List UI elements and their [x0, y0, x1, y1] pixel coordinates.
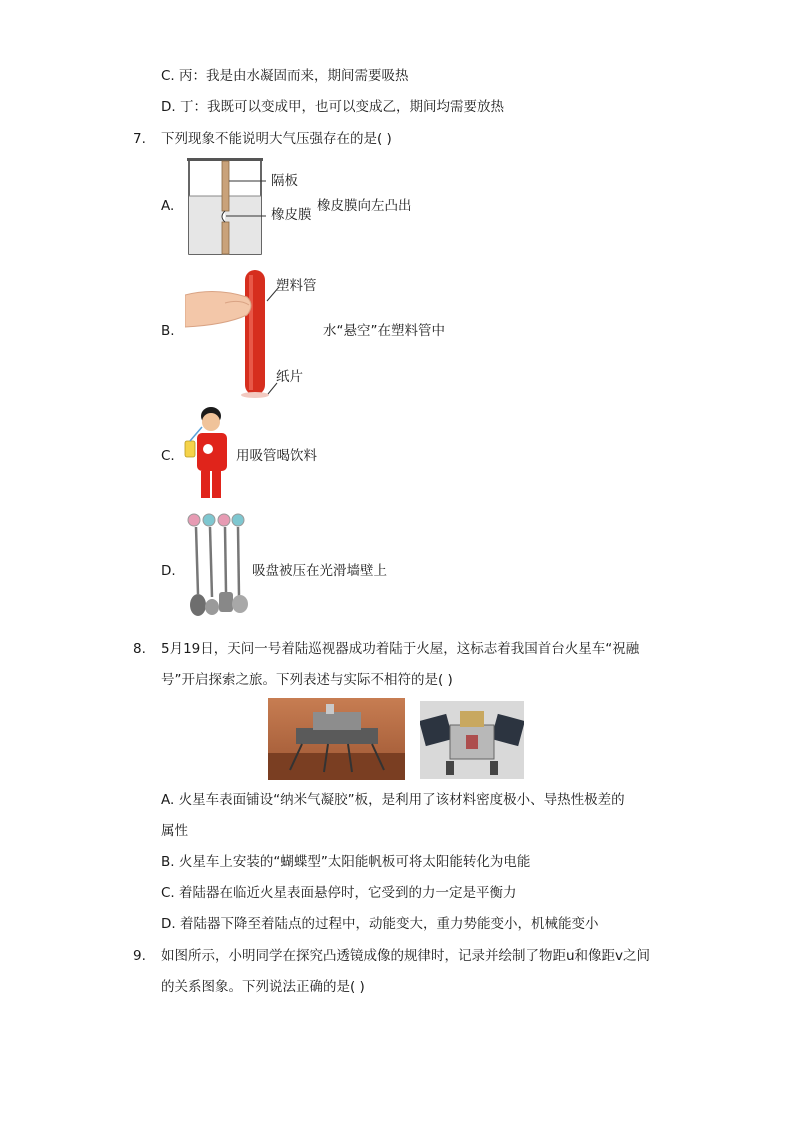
mars-lander-photo — [268, 698, 405, 780]
q7-option-d-caption: 吸盘被压在光滑墙壁上 — [252, 563, 387, 579]
q7-option-d-letter: D. — [161, 563, 176, 579]
label-partition: 隔板 — [271, 173, 298, 189]
q7-option-c-letter: C. — [161, 448, 175, 464]
zhurong-rover-photo — [420, 701, 524, 779]
q7-option-a-letter: A. — [161, 198, 175, 214]
q7-number: 7. — [133, 131, 146, 147]
q8-option-d: D. 着陆器下降至着陆点的过程中，动能变大，重力势能变小，机械能变小 — [161, 916, 599, 932]
q9-number: 9. — [133, 948, 146, 964]
q8-option-a-line2: 属性 — [161, 823, 188, 839]
q8-stem-line1: 5月19日，天问一号着陆巡视器成功着陆于火屋，这标志着我国首台火星车“祝融 — [161, 641, 640, 657]
q7-option-a-caption: 橡皮膜向左凸出 — [317, 198, 412, 214]
q6-option-c: C. 丙：我是由水凝固而来，期间需要吸热 — [161, 68, 409, 84]
q7-option-b-caption: 水“悬空”在塑料管中 — [323, 323, 445, 339]
q7-stem: 下列现象不能说明大气压强存在的是( ) — [161, 131, 392, 147]
boy-drinking-figure — [184, 405, 232, 500]
beaker-partition-figure — [186, 156, 266, 256]
q7-option-b-letter: B. — [161, 323, 175, 339]
label-rubber-membrane: 橡皮膜 — [271, 207, 312, 223]
q9-stem-line2: 的关系图象。下列说法正确的是( ) — [161, 979, 365, 995]
label-paper-sheet: 纸片 — [276, 369, 303, 385]
q7-option-c-caption: 用吸管喝饮料 — [236, 448, 317, 464]
q8-stem-line2: 号”开启探索之旅。下列表述与实际不相符的是( ) — [161, 672, 453, 688]
q9-stem-line1: 如图所示，小明同学在探究凸透镜成像的规律时，记录并绘制了物距u和像距v之间 — [161, 948, 651, 964]
suction-cup-hooks-figure — [184, 512, 250, 620]
q6-option-d: D. 丁：我既可以变成甲，也可以变成乙，期间均需要放热 — [161, 99, 504, 115]
q8-option-c: C. 着陆器在临近火星表面悬停时，它受到的力一定是平衡力 — [161, 885, 517, 901]
q8-option-b: B. 火星车上安装的“蝴蝶型”太阳能帆板可将太阳能转化为电能 — [161, 854, 531, 870]
q8-option-a-line1: A. 火星车表面铺设“纳米气凝胶”板，是利用了该材料密度极小、导热性极差的 — [161, 792, 625, 808]
label-plastic-tube: 塑料管 — [276, 278, 317, 294]
q8-number: 8. — [133, 641, 146, 657]
